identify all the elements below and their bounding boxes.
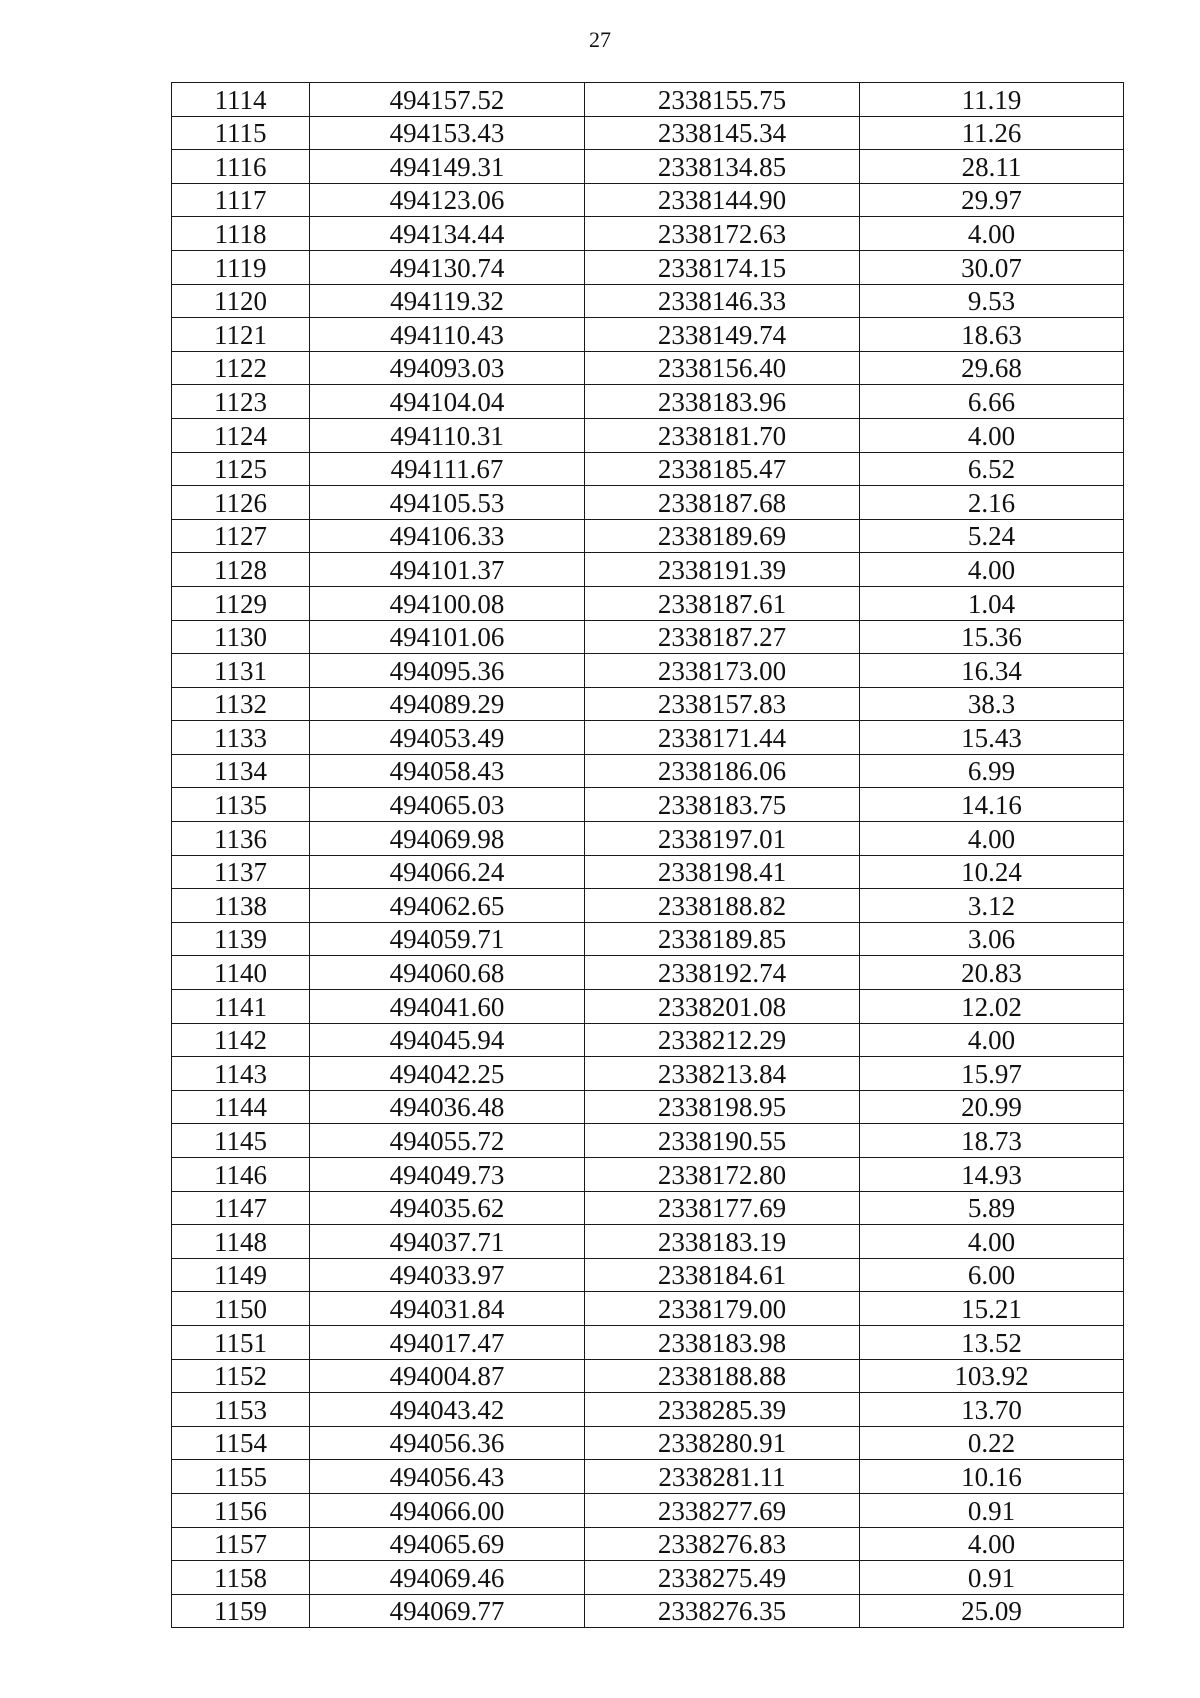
- point-number-cell: 1141: [172, 990, 310, 1024]
- y-coordinate-cell: 2338145.34: [585, 116, 860, 150]
- distance-cell: 11.19: [860, 83, 1124, 117]
- point-number-cell: 1129: [172, 586, 310, 620]
- distance-cell: 14.16: [860, 788, 1124, 822]
- distance-cell: 15.97: [860, 1057, 1124, 1091]
- table-row: [172, 889, 1124, 923]
- point-number-cell: 1151: [172, 1325, 310, 1359]
- point-number-cell: 1122: [172, 351, 310, 385]
- y-coordinate-cell: 2338183.19: [585, 1225, 860, 1259]
- x-coordinate-cell: 494062.65: [310, 889, 585, 923]
- table-row: [172, 150, 1124, 184]
- point-number-cell: 1147: [172, 1191, 310, 1225]
- x-coordinate-cell: 494049.73: [310, 1158, 585, 1192]
- distance-cell: 4.00: [860, 822, 1124, 856]
- table-row: [172, 1527, 1124, 1561]
- table-row: [172, 116, 1124, 150]
- table-row: [172, 418, 1124, 452]
- point-number-cell: 1143: [172, 1057, 310, 1091]
- y-coordinate-cell: 2338201.08: [585, 990, 860, 1024]
- point-number-cell: 1134: [172, 754, 310, 788]
- y-coordinate-cell: 2338171.44: [585, 721, 860, 755]
- point-number-cell: 1125: [172, 452, 310, 486]
- table-row: [172, 687, 1124, 721]
- x-coordinate-cell: 494056.36: [310, 1426, 585, 1460]
- table-row: [172, 284, 1124, 318]
- point-number-cell: 1159: [172, 1594, 310, 1628]
- x-coordinate-cell: 494105.53: [310, 486, 585, 520]
- table-row: [172, 351, 1124, 385]
- y-coordinate-cell: 2338179.00: [585, 1292, 860, 1326]
- x-coordinate-cell: 494065.03: [310, 788, 585, 822]
- y-coordinate-cell: 2338183.98: [585, 1325, 860, 1359]
- coordinate-table-container: [171, 82, 1123, 1628]
- distance-cell: 6.66: [860, 385, 1124, 419]
- y-coordinate-cell: 2338181.70: [585, 418, 860, 452]
- distance-cell: 18.73: [860, 1124, 1124, 1158]
- x-coordinate-cell: 494101.06: [310, 620, 585, 654]
- y-coordinate-cell: 2338157.83: [585, 687, 860, 721]
- x-coordinate-cell: 494123.06: [310, 183, 585, 217]
- x-coordinate-cell: 494004.87: [310, 1359, 585, 1393]
- distance-cell: 5.89: [860, 1191, 1124, 1225]
- point-number-cell: 1124: [172, 418, 310, 452]
- table-row: [172, 990, 1124, 1024]
- y-coordinate-cell: 2338285.39: [585, 1393, 860, 1427]
- distance-cell: 0.22: [860, 1426, 1124, 1460]
- table-row: [172, 452, 1124, 486]
- y-coordinate-cell: 2338189.85: [585, 922, 860, 956]
- table-row: [172, 1057, 1124, 1091]
- table-row: [172, 1158, 1124, 1192]
- x-coordinate-cell: 494111.67: [310, 452, 585, 486]
- y-coordinate-cell: 2338173.00: [585, 654, 860, 688]
- y-coordinate-cell: 2338197.01: [585, 822, 860, 856]
- point-number-cell: 1140: [172, 956, 310, 990]
- distance-cell: 12.02: [860, 990, 1124, 1024]
- table-row: [172, 922, 1124, 956]
- table-row: [172, 553, 1124, 587]
- distance-cell: 3.06: [860, 922, 1124, 956]
- point-number-cell: 1150: [172, 1292, 310, 1326]
- distance-cell: 3.12: [860, 889, 1124, 923]
- point-number-cell: 1148: [172, 1225, 310, 1259]
- y-coordinate-cell: 2338183.96: [585, 385, 860, 419]
- distance-cell: 18.63: [860, 318, 1124, 352]
- y-coordinate-cell: 2338198.95: [585, 1090, 860, 1124]
- x-coordinate-cell: 494101.37: [310, 553, 585, 587]
- y-coordinate-cell: 2338187.27: [585, 620, 860, 654]
- x-coordinate-cell: 494149.31: [310, 150, 585, 184]
- x-coordinate-cell: 494053.49: [310, 721, 585, 755]
- x-coordinate-cell: 494069.46: [310, 1561, 585, 1595]
- x-coordinate-cell: 494065.69: [310, 1527, 585, 1561]
- table-row: [172, 1292, 1124, 1326]
- table-row: [172, 620, 1124, 654]
- point-number-cell: 1115: [172, 116, 310, 150]
- distance-cell: 1.04: [860, 586, 1124, 620]
- y-coordinate-cell: 2338183.75: [585, 788, 860, 822]
- y-coordinate-cell: 2338213.84: [585, 1057, 860, 1091]
- y-coordinate-cell: 2338149.74: [585, 318, 860, 352]
- y-coordinate-cell: 2338155.75: [585, 83, 860, 117]
- point-number-cell: 1136: [172, 822, 310, 856]
- distance-cell: 13.70: [860, 1393, 1124, 1427]
- distance-cell: 20.99: [860, 1090, 1124, 1124]
- point-number-cell: 1144: [172, 1090, 310, 1124]
- y-coordinate-cell: 2338146.33: [585, 284, 860, 318]
- distance-cell: 28.11: [860, 150, 1124, 184]
- y-coordinate-cell: 2338186.06: [585, 754, 860, 788]
- distance-cell: 2.16: [860, 486, 1124, 520]
- x-coordinate-cell: 494043.42: [310, 1393, 585, 1427]
- distance-cell: 14.93: [860, 1158, 1124, 1192]
- table-row: [172, 956, 1124, 990]
- point-number-cell: 1121: [172, 318, 310, 352]
- table-row: [172, 654, 1124, 688]
- x-coordinate-cell: 494089.29: [310, 687, 585, 721]
- distance-cell: 6.99: [860, 754, 1124, 788]
- point-number-cell: 1142: [172, 1023, 310, 1057]
- coordinate-table: [171, 82, 1124, 1628]
- x-coordinate-cell: 494017.47: [310, 1325, 585, 1359]
- point-number-cell: 1154: [172, 1426, 310, 1460]
- x-coordinate-cell: 494093.03: [310, 351, 585, 385]
- distance-cell: 15.43: [860, 721, 1124, 755]
- point-number-cell: 1131: [172, 654, 310, 688]
- distance-cell: 6.00: [860, 1258, 1124, 1292]
- point-number-cell: 1155: [172, 1460, 310, 1494]
- table-row: [172, 183, 1124, 217]
- table-row: [172, 754, 1124, 788]
- distance-cell: 20.83: [860, 956, 1124, 990]
- point-number-cell: 1119: [172, 250, 310, 284]
- table-row: [172, 1460, 1124, 1494]
- table-row: [172, 217, 1124, 251]
- table-row: [172, 822, 1124, 856]
- y-coordinate-cell: 2338276.83: [585, 1527, 860, 1561]
- table-row: [172, 721, 1124, 755]
- x-coordinate-cell: 494110.43: [310, 318, 585, 352]
- table-row: [172, 1325, 1124, 1359]
- table-row: [172, 385, 1124, 419]
- point-number-cell: 1149: [172, 1258, 310, 1292]
- y-coordinate-cell: 2338277.69: [585, 1493, 860, 1527]
- y-coordinate-cell: 2338134.85: [585, 150, 860, 184]
- distance-cell: 4.00: [860, 418, 1124, 452]
- point-number-cell: 1123: [172, 385, 310, 419]
- y-coordinate-cell: 2338172.80: [585, 1158, 860, 1192]
- y-coordinate-cell: 2338191.39: [585, 553, 860, 587]
- distance-cell: 16.34: [860, 654, 1124, 688]
- x-coordinate-cell: 494031.84: [310, 1292, 585, 1326]
- y-coordinate-cell: 2338188.88: [585, 1359, 860, 1393]
- distance-cell: 4.00: [860, 1225, 1124, 1259]
- page-number: 27: [589, 27, 611, 52]
- x-coordinate-cell: 494069.77: [310, 1594, 585, 1628]
- table-row: [172, 1023, 1124, 1057]
- table-body: [172, 83, 1124, 1628]
- y-coordinate-cell: 2338189.69: [585, 519, 860, 553]
- table-row: [172, 1561, 1124, 1595]
- y-coordinate-cell: 2338281.11: [585, 1460, 860, 1494]
- y-coordinate-cell: 2338190.55: [585, 1124, 860, 1158]
- x-coordinate-cell: 494058.43: [310, 754, 585, 788]
- x-coordinate-cell: 494037.71: [310, 1225, 585, 1259]
- point-number-cell: 1152: [172, 1359, 310, 1393]
- point-number-cell: 1158: [172, 1561, 310, 1595]
- distance-cell: 0.91: [860, 1493, 1124, 1527]
- point-number-cell: 1116: [172, 150, 310, 184]
- x-coordinate-cell: 494035.62: [310, 1191, 585, 1225]
- table-row: [172, 318, 1124, 352]
- table-row: [172, 586, 1124, 620]
- x-coordinate-cell: 494033.97: [310, 1258, 585, 1292]
- point-number-cell: 1138: [172, 889, 310, 923]
- y-coordinate-cell: 2338192.74: [585, 956, 860, 990]
- point-number-cell: 1145: [172, 1124, 310, 1158]
- x-coordinate-cell: 494130.74: [310, 250, 585, 284]
- distance-cell: 4.00: [860, 217, 1124, 251]
- table-row: [172, 1594, 1124, 1628]
- y-coordinate-cell: 2338212.29: [585, 1023, 860, 1057]
- point-number-cell: 1146: [172, 1158, 310, 1192]
- x-coordinate-cell: 494036.48: [310, 1090, 585, 1124]
- distance-cell: 6.52: [860, 452, 1124, 486]
- table-row: [172, 788, 1124, 822]
- x-coordinate-cell: 494104.04: [310, 385, 585, 419]
- x-coordinate-cell: 494055.72: [310, 1124, 585, 1158]
- point-number-cell: 1127: [172, 519, 310, 553]
- point-number-cell: 1126: [172, 486, 310, 520]
- distance-cell: 4.00: [860, 1023, 1124, 1057]
- table-row: [172, 1191, 1124, 1225]
- point-number-cell: 1133: [172, 721, 310, 755]
- y-coordinate-cell: 2338174.15: [585, 250, 860, 284]
- distance-cell: 10.16: [860, 1460, 1124, 1494]
- distance-cell: 29.68: [860, 351, 1124, 385]
- table-row: [172, 519, 1124, 553]
- x-coordinate-cell: 494153.43: [310, 116, 585, 150]
- point-number-cell: 1128: [172, 553, 310, 587]
- point-number-cell: 1130: [172, 620, 310, 654]
- distance-cell: 103.92: [860, 1359, 1124, 1393]
- distance-cell: 30.07: [860, 250, 1124, 284]
- table-row: [172, 1225, 1124, 1259]
- table-row: [172, 1090, 1124, 1124]
- table-row: [172, 1124, 1124, 1158]
- point-number-cell: 1157: [172, 1527, 310, 1561]
- table-row: [172, 1359, 1124, 1393]
- x-coordinate-cell: 494045.94: [310, 1023, 585, 1057]
- y-coordinate-cell: 2338184.61: [585, 1258, 860, 1292]
- point-number-cell: 1153: [172, 1393, 310, 1427]
- point-number-cell: 1114: [172, 83, 310, 117]
- table-row: [172, 1493, 1124, 1527]
- x-coordinate-cell: 494110.31: [310, 418, 585, 452]
- y-coordinate-cell: 2338177.69: [585, 1191, 860, 1225]
- x-coordinate-cell: 494095.36: [310, 654, 585, 688]
- point-number-cell: 1118: [172, 217, 310, 251]
- y-coordinate-cell: 2338276.35: [585, 1594, 860, 1628]
- x-coordinate-cell: 494106.33: [310, 519, 585, 553]
- distance-cell: 13.52: [860, 1325, 1124, 1359]
- distance-cell: 9.53: [860, 284, 1124, 318]
- table-row: [172, 486, 1124, 520]
- x-coordinate-cell: 494157.52: [310, 83, 585, 117]
- table-row: [172, 83, 1124, 117]
- x-coordinate-cell: 494069.98: [310, 822, 585, 856]
- point-number-cell: 1139: [172, 922, 310, 956]
- table-row: [172, 855, 1124, 889]
- distance-cell: 15.36: [860, 620, 1124, 654]
- point-number-cell: 1117: [172, 183, 310, 217]
- table-row: [172, 250, 1124, 284]
- distance-cell: 11.26: [860, 116, 1124, 150]
- x-coordinate-cell: 494059.71: [310, 922, 585, 956]
- point-number-cell: 1156: [172, 1493, 310, 1527]
- y-coordinate-cell: 2338187.68: [585, 486, 860, 520]
- y-coordinate-cell: 2338280.91: [585, 1426, 860, 1460]
- x-coordinate-cell: 494056.43: [310, 1460, 585, 1494]
- x-coordinate-cell: 494041.60: [310, 990, 585, 1024]
- distance-cell: 4.00: [860, 553, 1124, 587]
- y-coordinate-cell: 2338188.82: [585, 889, 860, 923]
- distance-cell: 15.21: [860, 1292, 1124, 1326]
- y-coordinate-cell: 2338156.40: [585, 351, 860, 385]
- distance-cell: 5.24: [860, 519, 1124, 553]
- y-coordinate-cell: 2338275.49: [585, 1561, 860, 1595]
- x-coordinate-cell: 494134.44: [310, 217, 585, 251]
- distance-cell: 38.3: [860, 687, 1124, 721]
- x-coordinate-cell: 494100.08: [310, 586, 585, 620]
- y-coordinate-cell: 2338185.47: [585, 452, 860, 486]
- y-coordinate-cell: 2338187.61: [585, 586, 860, 620]
- y-coordinate-cell: 2338144.90: [585, 183, 860, 217]
- x-coordinate-cell: 494060.68: [310, 956, 585, 990]
- point-number-cell: 1135: [172, 788, 310, 822]
- distance-cell: 0.91: [860, 1561, 1124, 1595]
- point-number-cell: 1132: [172, 687, 310, 721]
- x-coordinate-cell: 494066.24: [310, 855, 585, 889]
- point-number-cell: 1137: [172, 855, 310, 889]
- distance-cell: 4.00: [860, 1527, 1124, 1561]
- distance-cell: 29.97: [860, 183, 1124, 217]
- table-row: [172, 1393, 1124, 1427]
- x-coordinate-cell: 494042.25: [310, 1057, 585, 1091]
- x-coordinate-cell: 494066.00: [310, 1493, 585, 1527]
- y-coordinate-cell: 2338198.41: [585, 855, 860, 889]
- table-row: [172, 1426, 1124, 1460]
- distance-cell: 25.09: [860, 1594, 1124, 1628]
- distance-cell: 10.24: [860, 855, 1124, 889]
- y-coordinate-cell: 2338172.63: [585, 217, 860, 251]
- x-coordinate-cell: 494119.32: [310, 284, 585, 318]
- table-row: [172, 1258, 1124, 1292]
- point-number-cell: 1120: [172, 284, 310, 318]
